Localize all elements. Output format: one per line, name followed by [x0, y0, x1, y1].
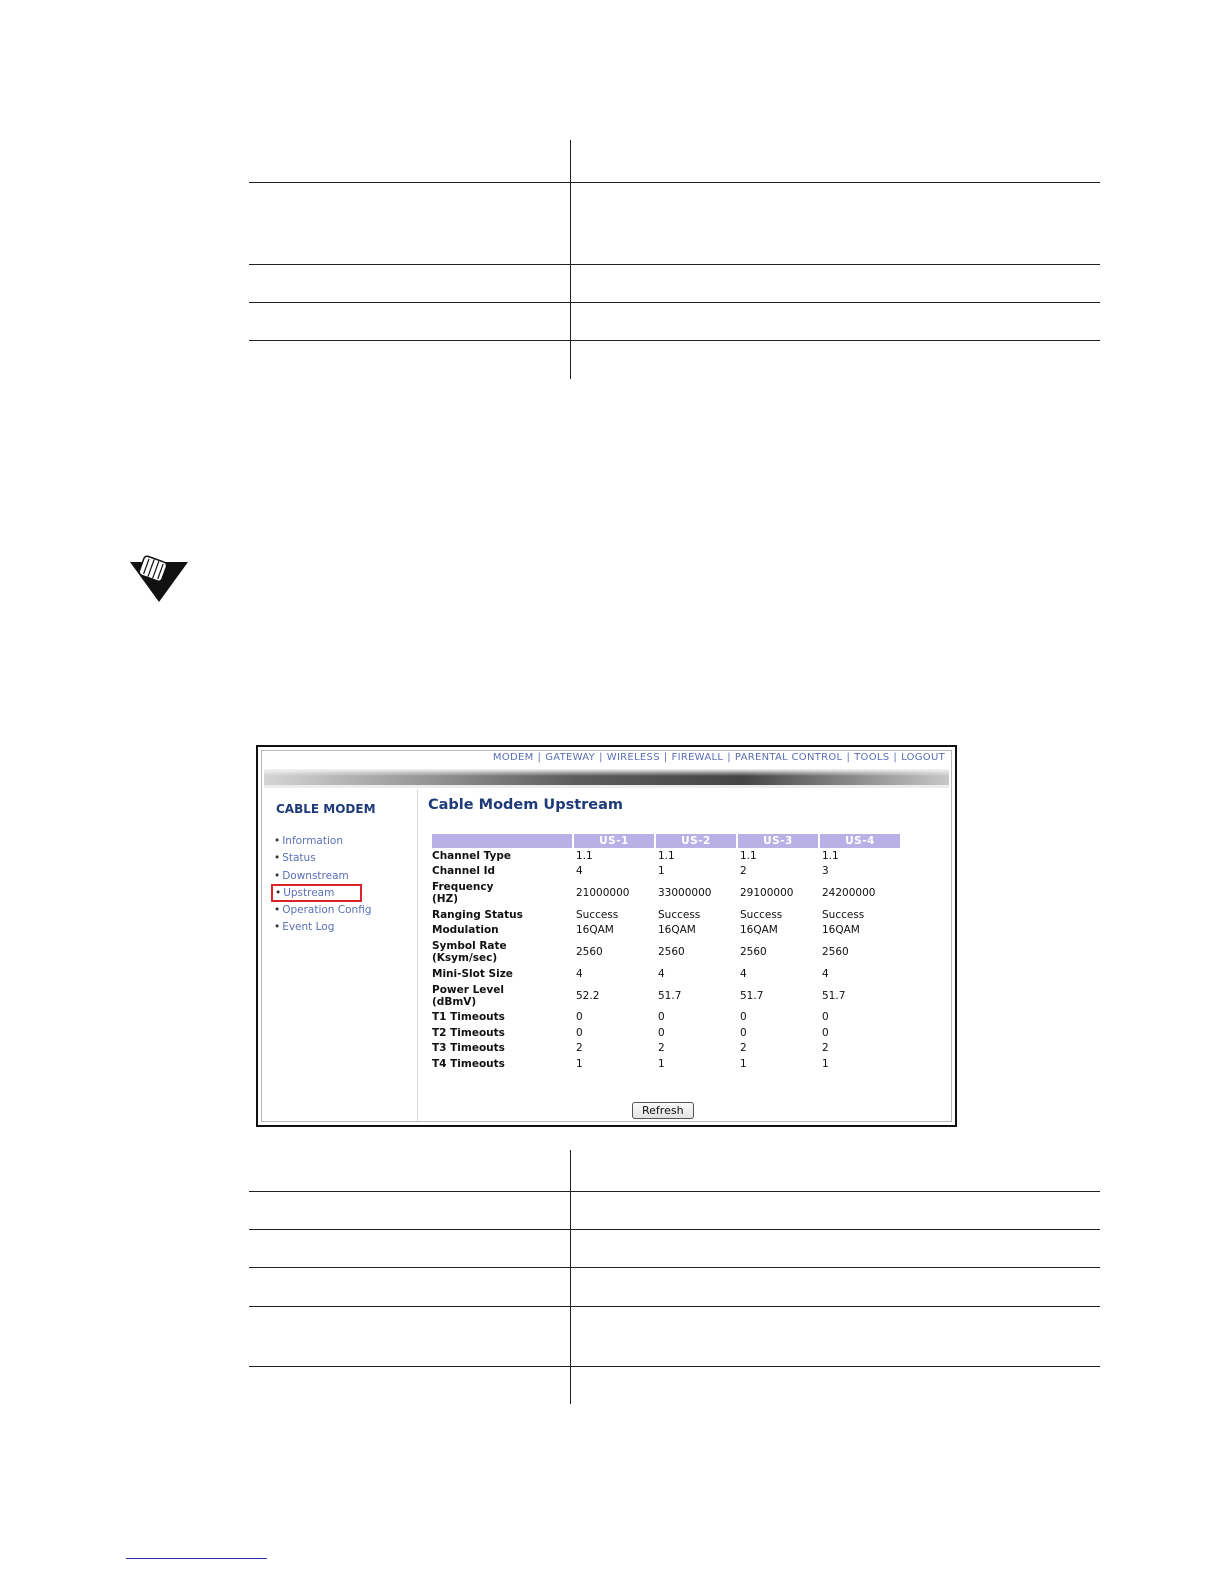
- table-row: [432, 1010, 900, 1026]
- table-cell: 29100000: [740, 887, 794, 899]
- table-cell: 0: [658, 1011, 665, 1024]
- table-cell: 33000000: [658, 887, 712, 899]
- table-divider: [570, 140, 571, 182]
- column-header: US-2: [656, 834, 736, 848]
- nav-separator: |: [537, 752, 542, 763]
- table-cell: 0: [576, 1026, 583, 1039]
- table-cell: 2: [576, 1042, 583, 1055]
- table-divider: [570, 265, 571, 302]
- sidebar-item-label: Information: [282, 835, 343, 847]
- top-navigation: [493, 751, 945, 765]
- table-cell: 0: [740, 1026, 747, 1039]
- bullet-icon: •: [275, 887, 282, 899]
- footer-link-rule: [126, 1558, 267, 1559]
- table-cell: Success: [740, 908, 783, 921]
- nav-separator: |: [846, 752, 851, 763]
- table-cell: 4: [576, 967, 583, 980]
- modem-ui-frame: [261, 750, 952, 1122]
- table-cell: 16QAM: [576, 924, 614, 937]
- nav-separator: |: [893, 752, 898, 763]
- nav-link-wireless[interactable]: WIRELESS: [606, 752, 660, 763]
- sidebar-item-label: Upstream: [283, 887, 335, 899]
- doc-table-bottom: [249, 1150, 1100, 1404]
- doc-table-row: [249, 264, 1100, 302]
- table-cell: 1.1: [822, 849, 839, 862]
- sidebar-item-label: Downstream: [282, 870, 349, 882]
- doc-table-row: [249, 340, 1100, 379]
- column-header: US-1: [574, 834, 654, 848]
- table-cell: 1.1: [658, 849, 675, 862]
- table-divider: [570, 183, 571, 264]
- sidebar-item-upstream[interactable]: [274, 887, 359, 899]
- table-cell: 0: [576, 1011, 583, 1024]
- bullet-icon: •: [274, 921, 281, 933]
- sidebar-item-operation-config[interactable]: [274, 904, 371, 916]
- doc-table-row: [249, 1267, 1100, 1306]
- table-cell: 1: [576, 1057, 583, 1070]
- table-divider: [570, 1150, 571, 1191]
- row-label: T2 Timeouts: [432, 1026, 505, 1039]
- header-blank: [432, 834, 572, 848]
- column-header: US-4: [820, 834, 900, 848]
- table-row: [432, 848, 900, 864]
- row-label: Channel Type: [432, 849, 511, 862]
- row-label: Frequency (HZ): [432, 881, 494, 905]
- table-row: [432, 982, 900, 1010]
- table-row: [432, 938, 900, 966]
- bullet-icon: •: [274, 835, 281, 847]
- table-cell: 21000000: [576, 887, 630, 899]
- table-cell: 0: [822, 1011, 829, 1024]
- table-cell: 51.7: [658, 989, 682, 1002]
- doc-table-row: [249, 1366, 1100, 1404]
- sidebar: [262, 789, 418, 1121]
- table-cell: 52.2: [576, 989, 600, 1002]
- bullet-icon: •: [274, 904, 281, 916]
- doc-table-row: [249, 1191, 1100, 1229]
- table-cell: 51.7: [822, 989, 846, 1002]
- doc-table-row: [249, 1306, 1100, 1366]
- doc-table-row: [249, 140, 1100, 182]
- table-cell: 4: [822, 967, 829, 980]
- table-divider: [570, 341, 571, 379]
- sidebar-item-downstream[interactable]: [274, 870, 349, 882]
- table-row: [432, 923, 900, 939]
- bullet-icon: •: [274, 870, 281, 882]
- table-cell: 1: [658, 1057, 665, 1070]
- nav-separator: |: [663, 752, 668, 763]
- table-divider: [570, 1367, 571, 1404]
- row-label: Mini-Slot Size: [432, 967, 513, 980]
- doc-table-row: [249, 1229, 1100, 1267]
- table-cell: 24200000: [822, 887, 876, 899]
- table-cell: 1.1: [576, 849, 593, 862]
- sidebar-item-label: Operation Config: [282, 904, 372, 916]
- doc-table-top: [249, 140, 1100, 379]
- doc-table-row: [249, 182, 1100, 264]
- table-cell: 4: [658, 967, 665, 980]
- nav-link-parental-control[interactable]: PARENTAL CONTROL: [734, 752, 843, 763]
- table-cell: 0: [658, 1026, 665, 1039]
- table-cell: 1.1: [740, 849, 757, 862]
- table-cell: 1: [658, 865, 665, 878]
- row-label: Channel Id: [432, 865, 496, 878]
- bullet-icon: •: [274, 852, 281, 864]
- table-cell: 2: [658, 1042, 665, 1055]
- table-row: [432, 1041, 900, 1057]
- table-row: [432, 879, 900, 907]
- table-row: [432, 1025, 900, 1041]
- table-cell: 0: [822, 1026, 829, 1039]
- table-cell: 4: [576, 865, 583, 878]
- table-divider: [570, 1192, 571, 1229]
- sidebar-item-event-log[interactable]: [274, 921, 334, 933]
- page-title: Cable Modem Upstream: [428, 797, 624, 813]
- upstream-table: [430, 834, 902, 1072]
- table-cell: 2560: [576, 946, 603, 958]
- row-label: Ranging Status: [432, 908, 523, 921]
- table-divider: [570, 1230, 571, 1267]
- row-label: Modulation: [432, 924, 499, 937]
- refresh-button[interactable]: Refresh: [632, 1102, 694, 1119]
- sidebar-item-information[interactable]: [274, 835, 343, 847]
- table-row: [432, 1056, 900, 1072]
- table-cell: 4: [740, 967, 747, 980]
- nav-link-logout[interactable]: LOGOUT: [901, 752, 945, 763]
- sidebar-title: CABLE MODEM: [276, 802, 376, 816]
- table-cell: Success: [576, 908, 619, 921]
- note-hand-icon: [128, 550, 192, 606]
- table-cell: Success: [822, 908, 865, 921]
- table-divider: [570, 1268, 571, 1306]
- sidebar-item-label: Event Log: [282, 921, 335, 933]
- header-banner: [264, 769, 949, 788]
- table-cell: 16QAM: [822, 924, 860, 937]
- row-label: T1 Timeouts: [432, 1011, 505, 1024]
- table-cell: Success: [658, 908, 701, 921]
- modem-ui-screenshot: [256, 745, 957, 1127]
- row-label: T3 Timeouts: [432, 1042, 505, 1055]
- table-cell: 3: [822, 865, 829, 878]
- table-row: [432, 864, 900, 880]
- table-cell: 51.7: [740, 989, 764, 1002]
- row-label: Symbol Rate (Ksym/sec): [432, 940, 507, 964]
- row-label: Power Level (dBmV): [432, 983, 504, 1008]
- nav-link-tools[interactable]: TOOLS: [854, 752, 890, 763]
- table-cell: 0: [740, 1011, 747, 1024]
- table-header-row: [432, 834, 900, 848]
- table-cell: 2560: [740, 946, 767, 958]
- nav-separator: |: [599, 752, 603, 763]
- table-cell: 16QAM: [740, 924, 778, 937]
- table-cell: 2560: [658, 946, 685, 958]
- column-header: US-3: [738, 834, 818, 848]
- table-cell: 16QAM: [658, 924, 696, 937]
- nav-link-modem[interactable]: MODEM: [492, 752, 534, 763]
- doc-table-row: [249, 302, 1100, 340]
- table-cell: 2: [740, 1042, 747, 1055]
- table-cell: 1: [822, 1057, 829, 1070]
- table-cell: 2: [740, 865, 747, 878]
- table-row: [432, 907, 900, 923]
- nav-link-gateway[interactable]: GATEWAY: [545, 752, 596, 763]
- doc-table-row: [249, 1150, 1100, 1191]
- table-divider: [570, 303, 571, 340]
- table-divider: [570, 1307, 571, 1366]
- sidebar-item-label: Status: [282, 852, 316, 864]
- sidebar-item-status[interactable]: [274, 852, 316, 864]
- table-cell: 1: [740, 1057, 747, 1070]
- row-label: T4 Timeouts: [432, 1057, 505, 1070]
- nav-separator: |: [727, 752, 731, 763]
- nav-link-firewall[interactable]: FIREWALL: [671, 752, 724, 763]
- table-row: [432, 966, 900, 982]
- table-cell: 2: [822, 1042, 829, 1055]
- table-cell: 2560: [822, 946, 849, 958]
